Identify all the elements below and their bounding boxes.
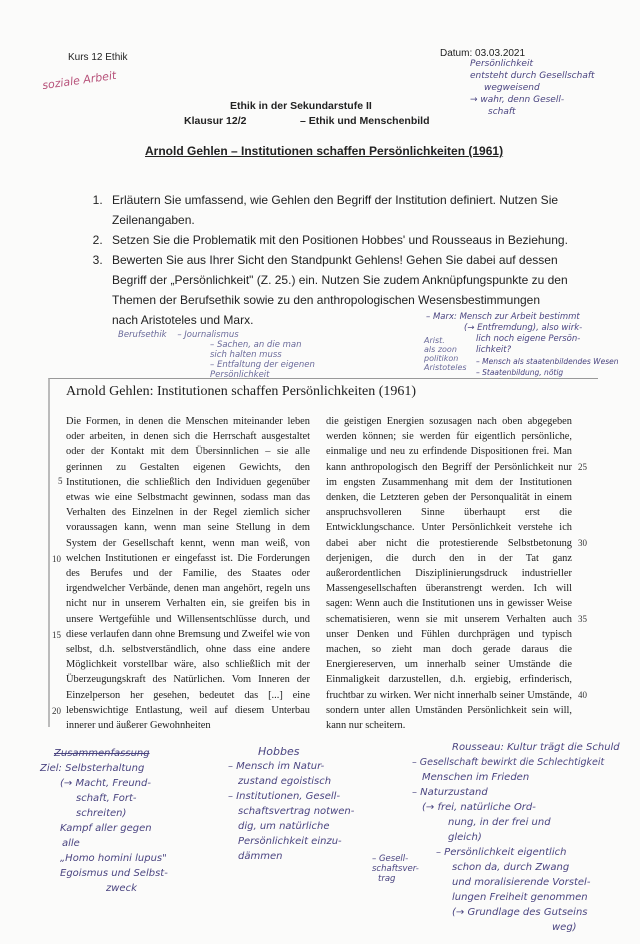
note-rousseau: Rousseau: Kultur trägt die Schuld – Gesellschaft bewirkt die Schlechtigkeit Menschen im Frieden – Naturzustand (→ frei, natürliche Ord- nung, in der frei und gleich) – Persönlichkeit eigentlich schon da, durch Zwang und moralisierende Vorstel- lungen Freiheit genommen (→ Grundlage des Gutseins weg) xyxy=(412,742,620,933)
note-top-right: Persönlichkeit entsteht durch Gesellschaft wegweisend → wahr, denn Gesell- schaft xyxy=(470,59,595,117)
line-number-35: 35 xyxy=(578,614,587,624)
note-hobbes: Hobbes – Mensch im Natur- zustand egoistisch – Institutionen, Gesell- schaftsvertrag notwen- dig, um natürliche Persönlichkeit einzu- dämmen xyxy=(228,745,355,862)
exam-label: Klausur 12/2 xyxy=(184,115,247,127)
margin-note-top-left: soziale Arbeit xyxy=(41,68,118,93)
exam-date: Datum: 03.03.2021 xyxy=(440,48,526,59)
line-number-25: 25 xyxy=(578,462,587,472)
line-number-20: 20 xyxy=(52,706,61,716)
task-list xyxy=(88,190,568,330)
line-number-30: 30 xyxy=(578,538,587,548)
note-summary-left: Zusammenfassung Ziel: Selbsterhaltung (→ Macht, Freund- schaft, Fort- schreiten) Kampf aller gegen alle „Homo homini lupus" Egoismus und Selbst- zweck xyxy=(40,748,168,894)
line-number-40: 40 xyxy=(578,690,587,700)
line-number-15: 15 xyxy=(52,630,61,640)
note-gesellschaftsvertrag: – Gesell- schaftsver- trag xyxy=(372,854,419,884)
source-right-column: die geistigen Energien sozusagen nach oben abgegeben werden können; sie werden für eigentlich persönliche, einmalige und neu zu erfindende Dispositionen frei. Man kann anthropologisch den Begriff der Persönlichkeit nur im engsten Zusammenhang mit dem der Institutionen denken, die Letzteren geben der Personqualität in einem anspruchsvolleren Sinne überhaupt erst die Entwicklungschance. Unter Persönlichkeit verstehe ich dabei aber nicht die protestierende Selbstbetonung derjenigen, die durch den in der Tat ganz außerordentlichen Disziplinierungsdruck industrieller Massengesellschaften überanstrengt werden. Ich will sagen: Wenn auch die Institutionen uns in gewisser Weise schematisieren, wenn sie mit unserem Verhalten auch unser Denken und Fühlen durchprägen und typisch machen, so zieht man doch gerade daraus die Energiereserven, um innerhalb seiner Umstände die Einmaligkeit darzustellen, d.h. ergiebig, erfinderisch, fruchtbar zu wirken. Wer nicht innerhalb seiner Umstände, sondern unter allen Umständen Persönlichkeit sein will, kann nur scheitern. xyxy=(326,416,572,732)
source-left-column: Die Formen, in denen die Menschen miteinander leben oder arbeiten, in denen sich die Herrschaft ausgestaltet oder der Kontakt mit dem Übersinnlichen – sie alle gerinnen zu Gestalten eigenen Gewichts, den Institutionen, die schließlich den Individuen gegenüber etwas wie eine Selbstmacht gewinnen, sodass man das Verhalten des Einzelnen in der Regel ziemlich sicher voraussagen kann, wenn man seine Stellung in dem System der Gesellschaft kennt, wenn man weiß, von welchen Institutionen er eingefasst ist. Die Forderungen des Berufes und der Familie, des Staates oder irgendwelcher Verbände, denen man angehört, regeln uns nicht nur in unserem Verhalten ein, sie greifen bis in unsere Wertgefühle und Willensentschlüsse durch, und diese verlaufen dann ohne Bremsung und Zweifel wie von selbst, d.h. selbstverständlich, ohne dass eine andere Möglichkeit vorstellbar wäre, also schließlich mit der Überzeugungskraft des Natürlichen. Vom Inneren der Einzelperson her gesehen, bedeutet das [...] eine lebenswichtige Entlastung, weil auf diesem Unterbau innerer und äußerer Gewohnheiten xyxy=(66,416,310,732)
course-title: Ethik in der Sekundarstufe II xyxy=(230,100,372,112)
exam-topic: – Ethik und Menschenbild xyxy=(300,115,430,127)
exam-subtitle: Arnold Gehlen – Institutionen schaffen Persönlichkeiten (1961) xyxy=(145,144,504,158)
task-3: 3. Bewerten Sie aus Ihrer Sicht den Standpunkt Gehlens! Gehen Sie dabei auf dessen Begriff der „Persönlichkeit" (Z. 25.) ein. Nutzen Sie zudem Anknüpfungspunkte zu den Themen der Berufsethik sowie zu den anthropologischen Wesensbestimmungen nach Aristoteles und Marx. xyxy=(106,250,568,330)
source-heading: Arnold Gehlen: Institutionen schaffen Persönlichkeiten (1961) xyxy=(66,384,417,399)
task-1: 1. Erläutern Sie umfassend, wie Gehlen den Begriff der Institution definiert. Nutzen Sie Zeilenangaben. xyxy=(106,190,568,230)
course-label: Kurs 12 Ethik xyxy=(68,52,128,63)
line-number-5: 5 xyxy=(58,476,63,486)
note-aristoteles: Arist. als zoon politikon Aristoteles xyxy=(424,336,467,372)
line-number-10: 10 xyxy=(52,554,61,564)
task-2: 2. Setzen Sie die Problematik mit den Positionen Hobbes' und Rousseaus in Beziehung. xyxy=(106,230,568,250)
note-marx: – Marx: Mensch zur Arbeit bestimmt (→ Entfremdung), also wirk- lich noch eigene Persön- lichkeit? – Mensch als staatenbildendes Wesen – Staatenbildung, nötig xyxy=(426,312,619,377)
note-berufsethik: Berufsethik – Journalismus – Sachen, an die man sich halten muss – Entfaltung der eigenen Persönlichkeit xyxy=(118,330,315,380)
